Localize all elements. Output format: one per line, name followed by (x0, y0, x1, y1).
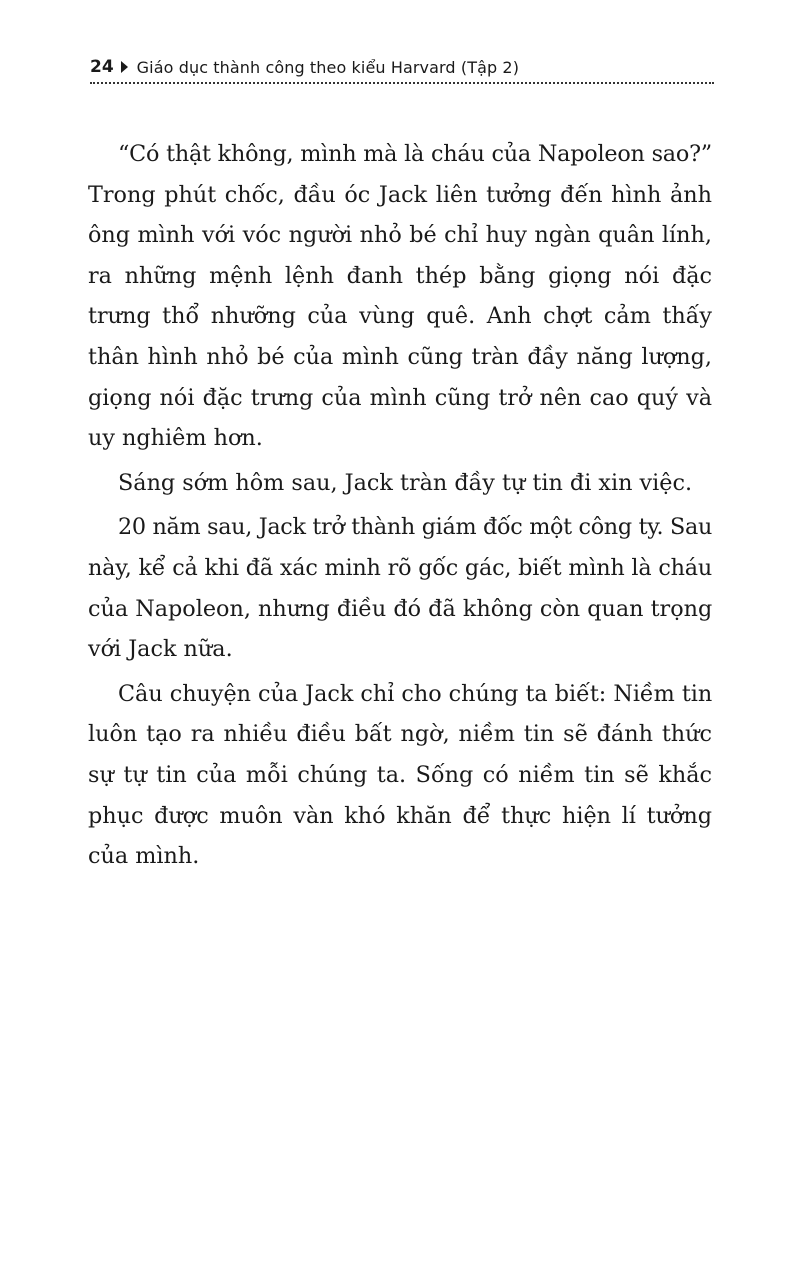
running-header (90, 54, 712, 80)
page-number: 24 (90, 57, 114, 77)
text-line: 20 năm sau, Jack trở thành giám đốc một công ty. Sau (118, 514, 712, 541)
text-line: phục được muôn vàn khó khăn để thực hiện lí tưởng (88, 802, 712, 829)
header-dotted-rule (90, 82, 714, 84)
text-line: uy nghiêm hơn. (88, 425, 263, 452)
body-text (88, 134, 713, 881)
text-line: Sáng sớm hôm sau, Jack tràn đầy tự tin đi xin việc. (118, 469, 693, 496)
text-line: với Jack nữa. (88, 636, 233, 663)
triangle-right-icon (121, 61, 128, 73)
book-title: Giáo dục thành công theo kiểu Harvard (Tập 2) (136, 57, 520, 77)
text-line: của mình. (88, 843, 200, 870)
text-line: luôn tạo ra nhiều điều bất ngờ, niềm tin sẽ đánh thức (88, 721, 712, 748)
paragraph-4 (88, 674, 713, 877)
text-line: ông mình với vóc người nhỏ bé chỉ huy ngàn quân lính, (88, 222, 712, 249)
text-line: thân hình nhỏ bé của mình cũng tràn đầy năng lượng, (88, 343, 712, 370)
text-line: trưng thổ nhưỡng của vùng quê. Anh chợt cảm thấy (88, 303, 712, 330)
text-line: sự tự tin của mỗi chúng ta. Sống có niềm tin sẽ khắc (88, 761, 712, 788)
text-line: này, kể cả khi đã xác minh rõ gốc gác, biết mình là cháu (88, 554, 713, 581)
paragraph-2 (118, 463, 712, 504)
text-line: của Napoleon, nhưng điều đó đã không còn quan trọng (88, 595, 713, 622)
paragraph-1 (88, 134, 712, 459)
paragraph-3 (88, 507, 713, 669)
text-line: “Có thật không, mình mà là cháu của Napoleon sao?” (118, 141, 712, 167)
text-line: giọng nói đặc trưng của mình cũng trở nên cao quý và (88, 384, 712, 411)
text-line: Câu chuyện của Jack chỉ cho chúng ta biết: Niềm tin (118, 680, 713, 707)
text-line: Trong phút chốc, đầu óc Jack liên tưởng đến hình ảnh (88, 181, 712, 208)
text-line: ra những mệnh lệnh đanh thép bằng giọng nói đặc (88, 262, 712, 289)
